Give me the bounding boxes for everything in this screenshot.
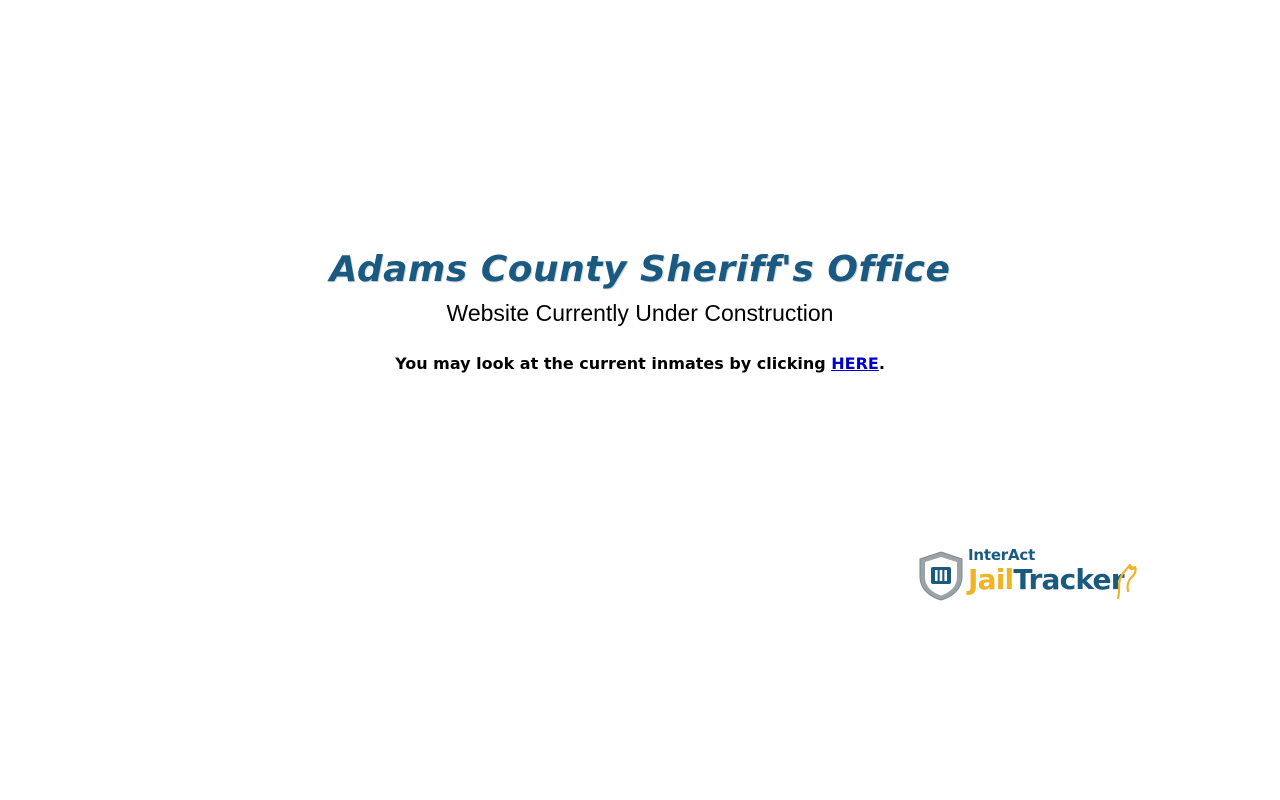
- header-block: [0, 250, 1280, 327]
- page-title: Adams County Sheriff's Office: [329, 249, 951, 290]
- logo-jailtracker-text: [968, 563, 1124, 596]
- logo-wordmark: [968, 548, 1124, 594]
- logo-interact-text: InterAct: [968, 546, 1036, 564]
- shield-icon: [918, 551, 964, 601]
- logo-tracker-text: Tracker: [1013, 563, 1124, 596]
- inmate-roster-link[interactable]: HERE: [831, 354, 879, 373]
- logo-jail-text: Jail: [968, 563, 1014, 596]
- page-subtitle: Website Currently Under Construction: [446, 299, 834, 326]
- inmate-lookup-line: [0, 354, 1280, 373]
- inmate-lookup-text-before: You may look at the current inmates by clicking: [395, 354, 832, 373]
- inmate-lookup-text-after: .: [878, 354, 885, 373]
- jailtracker-logo: [918, 548, 1148, 608]
- dog-icon: [1114, 561, 1140, 599]
